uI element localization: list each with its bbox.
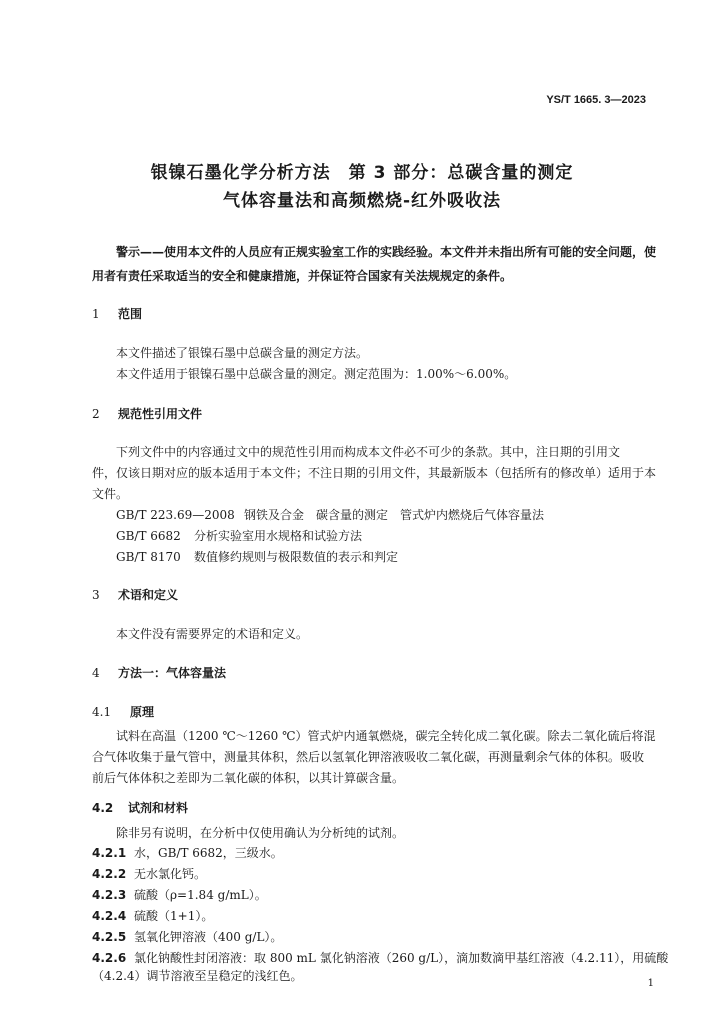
reference-title: 钢铁及合金 碳含量的测定 管式炉内燃烧后气体容量法 bbox=[244, 508, 545, 522]
reagent-item bbox=[92, 866, 206, 882]
reference-code: GB/T 223.69—2008 bbox=[116, 508, 235, 522]
section-number: 3 bbox=[92, 588, 100, 602]
reagent-text: 无水氯化钙。 bbox=[134, 867, 207, 881]
reagent-item bbox=[92, 929, 282, 945]
subsection-number: 4.1 bbox=[92, 705, 112, 719]
section-number: 1 bbox=[92, 307, 100, 321]
section-number: 2 bbox=[92, 407, 100, 421]
section-1-heading bbox=[92, 305, 142, 322]
safety-warning: 警示——使用本文件的人员应有正规实验室工作的实践经验。本文件并未指出所有可能的安全问题，使用者有责任采取适当的安全和健康措施，并保证符合国家有关法规规定的条件。 bbox=[92, 245, 657, 283]
reference-item bbox=[116, 507, 544, 523]
reagent-number: 4.2.6 bbox=[92, 951, 127, 965]
reagent-item bbox=[92, 845, 283, 861]
section-3-paragraph: 本文件没有需要界定的术语和定义。 bbox=[116, 627, 309, 641]
reagent-text: 硫酸（1+1）。 bbox=[134, 909, 214, 923]
section-title: 术语和定义 bbox=[118, 588, 179, 602]
reagent-text: 氢氧化钾溶液（400 g/L）。 bbox=[134, 930, 283, 944]
reagent-number: 4.2.3 bbox=[92, 888, 127, 902]
section-title: 范围 bbox=[118, 307, 143, 321]
subsection-4-2-heading bbox=[92, 799, 188, 816]
page-number: 1 bbox=[647, 978, 654, 989]
section-title: 方法一：气体容量法 bbox=[118, 666, 227, 680]
reagent-text: 氯化钠酸性封闭溶液：取 800 mL 氯化钠溶液（260 g/L），滴加数滴甲基红溶液（4.2.11），用硫酸 bbox=[134, 951, 669, 965]
section-3-heading bbox=[92, 586, 178, 603]
reference-code: GB/T 6682 bbox=[116, 529, 181, 543]
subsection-4-1-heading bbox=[92, 703, 154, 720]
section-number: 4 bbox=[92, 666, 100, 680]
section-2-intro-line3: 文件。 bbox=[92, 487, 129, 501]
reagent-number: 4.2.2 bbox=[92, 867, 127, 881]
reagent-item bbox=[92, 908, 213, 924]
reagent-item-continuation: （4.2.4）调节溶液至呈稳定的浅红色。 bbox=[92, 969, 303, 983]
reagent-item bbox=[92, 887, 267, 903]
reagent-number: 4.2.5 bbox=[92, 930, 127, 944]
reference-item bbox=[116, 549, 398, 565]
reagent-text: 硫酸（ρ=1.84 g/mL）。 bbox=[134, 888, 267, 902]
reference-title: 数值修约规则与极限数值的表示和判定 bbox=[194, 550, 399, 564]
section-2-heading bbox=[92, 405, 202, 422]
reference-item bbox=[116, 528, 362, 544]
reference-title: 分析实验室用水规格和试验方法 bbox=[194, 529, 363, 543]
section-title: 规范性引用文件 bbox=[118, 407, 203, 421]
principle-line3: 前后气体体积之差即为二氧化碳的体积，以其计算碳含量。 bbox=[92, 771, 405, 785]
reagent-number: 4.2.1 bbox=[92, 846, 127, 860]
subsection-title: 试剂和材料 bbox=[128, 801, 189, 815]
document-title-line2: 气体容量法和高频燃烧-红外吸收法 bbox=[222, 191, 502, 211]
section-1-paragraph-1: 本文件描述了银镍石墨中总碳含量的测定方法。 bbox=[116, 346, 369, 360]
reagents-intro: 除非另有说明，在分析中仅使用确认为分析纯的试剂。 bbox=[116, 826, 405, 840]
reagent-item bbox=[92, 950, 668, 966]
reference-code: GB/T 8170 bbox=[116, 550, 181, 564]
subsection-number: 4.2 bbox=[92, 801, 114, 815]
section-4-heading bbox=[92, 664, 226, 681]
reagent-number: 4.2.4 bbox=[92, 909, 127, 923]
reagent-text: 水，GB/T 6682，三级水。 bbox=[134, 846, 283, 860]
section-2-intro-line2: 件，仅该日期对应的版本适用于本文件；不注日期的引用文件，其最新版本（包括所有的修改单）适用于本 bbox=[92, 466, 657, 480]
subsection-title: 原理 bbox=[130, 705, 155, 719]
section-1-paragraph-2: 本文件适用于银镍石墨中总碳含量的测定。测定范围为：1.00%～6.00%。 bbox=[116, 367, 517, 381]
document-title-line1: 银镍石墨化学分析方法 第 3 部分：总碳含量的测定 bbox=[150, 163, 574, 183]
standard-code: YS/T 1665. 3—2023 bbox=[546, 94, 646, 106]
principle-line1: 试料在高温（1200 ℃～1260 ℃）管式炉内通氧燃烧，碳完全转化成二氧化碳。除去二氧化硫后将混 bbox=[116, 729, 656, 743]
principle-line2: 合气体收集于量气管中，测量其体积，然后以氢氧化钾溶液吸收二氧化碳，再测量剩余气体的体积。吸收 bbox=[92, 750, 645, 764]
section-2-intro-line1: 下列文件中的内容通过文中的规范性引用而构成本文件必不可少的条款。其中，注日期的引用文 bbox=[116, 445, 621, 459]
